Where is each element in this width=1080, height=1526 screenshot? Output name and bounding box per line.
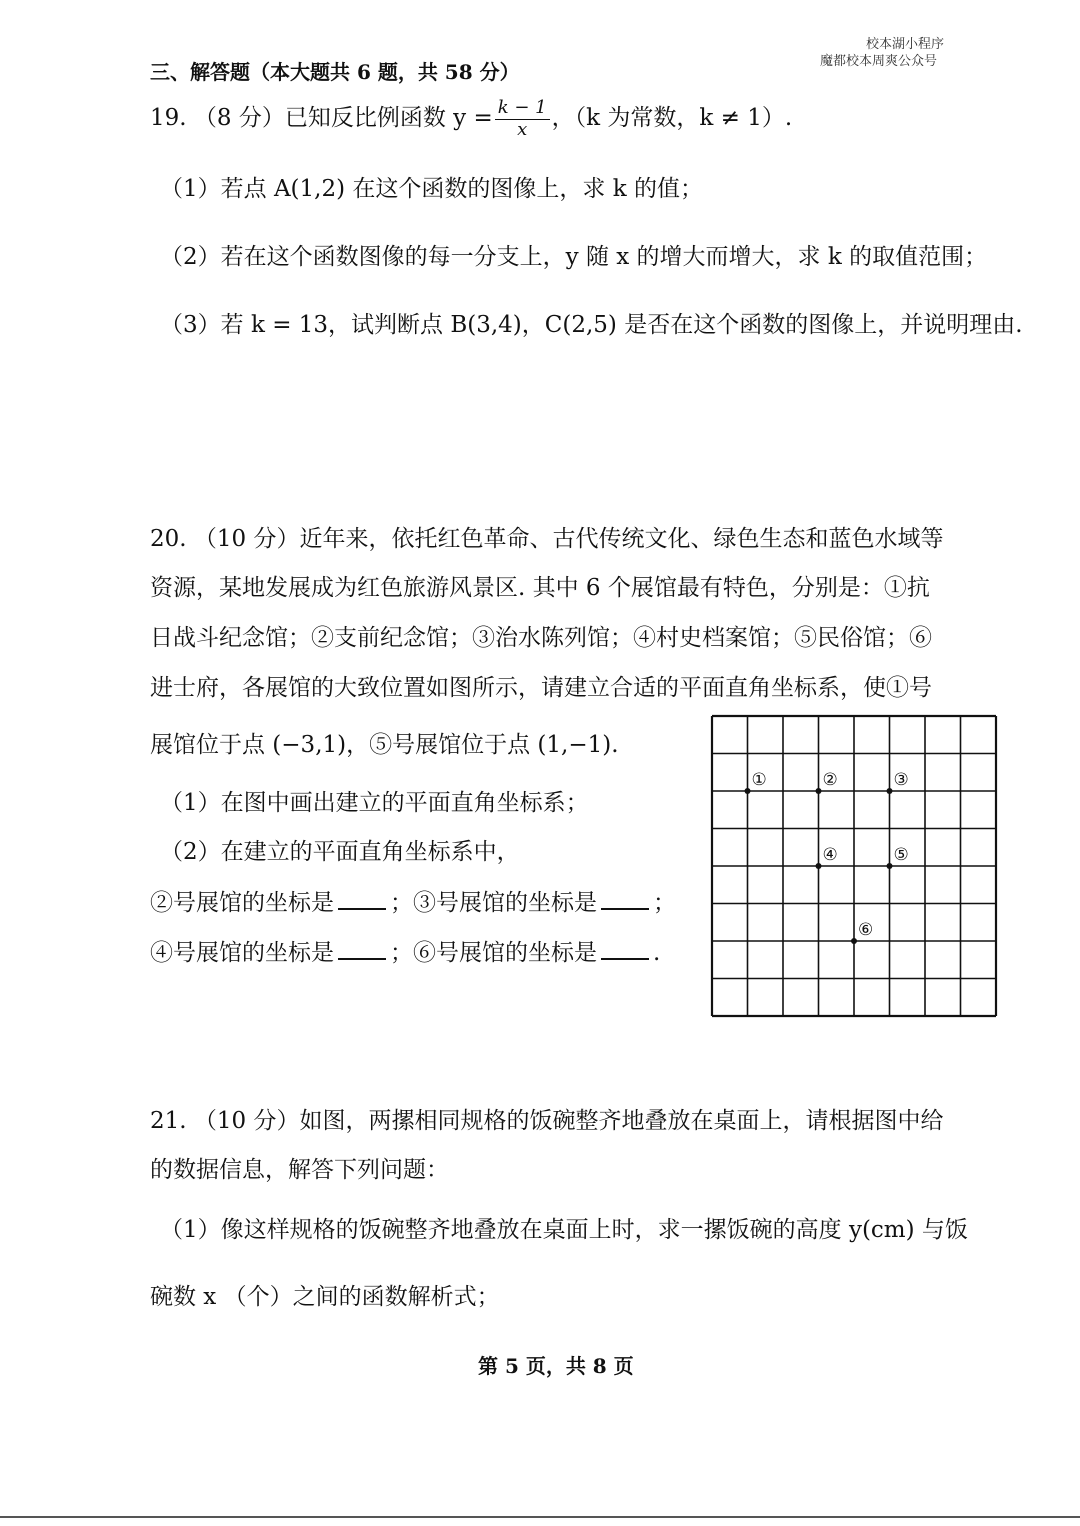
q19-stem — [150, 96, 792, 146]
q19-part-3: （3）若 k = 13，试判断点 B(3,4)，C(2,5) 是否在这个函数的图像上，并说明理由. — [160, 312, 1023, 338]
q21-part-1: （1）像这样规格的饭碗整齐地叠放在桌面上时，求一摞饭碗的高度 y(cm) 与饭 — [160, 1217, 968, 1243]
q20-answer-4-label: ④号展馆的坐标是 — [150, 940, 334, 966]
bottom-rule — [0, 1516, 1080, 1518]
q20-part-2: （2）在建立的平面直角坐标系中， — [160, 839, 520, 865]
q20-answer-3-label: ；③号展馆的坐标是 — [390, 890, 597, 916]
q20-line-3: 日战斗纪念馆；②支前纪念馆；③治水陈列馆；④村史档案馆；⑤民俗馆；⑥ — [150, 625, 932, 651]
section-title: 三、解答题（本大题共 6 题，共 58 分） — [150, 60, 520, 84]
exhibition-label-4: ④ — [822, 845, 838, 865]
q20-line-2: 资源，某地发展成为红色旅游风景区. 其中 6 个展馆最有特色，分别是：①抗 — [150, 575, 930, 601]
exhibition-point-6 — [851, 938, 857, 944]
q21-part-1-cont: 碗数 x （个）之间的函数解析式； — [150, 1284, 500, 1310]
q20-answer-4-blank[interactable] — [338, 938, 386, 960]
watermark-line-2: 魔都校本周爽公众号 — [820, 54, 938, 69]
grid-markers — [745, 770, 909, 944]
exhibition-label-1: ① — [751, 770, 767, 790]
exhibition-label-2: ② — [822, 770, 838, 790]
q20-answer-row-2 — [150, 934, 660, 967]
q21-line-1: 21. （10 分）如图，两摞相同规格的饭碗整齐地叠放在桌面上，请根据图中给 — [150, 1108, 944, 1134]
q20-line-4: 进士府，各展馆的大致位置如图所示，请建立合适的平面直角坐标系，使①号 — [150, 675, 932, 701]
q19-part-2: （2）若在这个函数图像的每一分支上，y 随 x 的增大而增大，求 k 的取值范围； — [160, 244, 988, 270]
q20-line-5: 展馆位于点 (−3,1)，⑤号展馆位于点 (1,−1). — [150, 732, 619, 758]
q21-line-2: 的数据信息，解答下列问题： — [150, 1157, 449, 1183]
page-footer: 第 5 页，共 8 页 — [478, 1354, 634, 1378]
q20-answer-2-blank[interactable] — [338, 888, 386, 910]
exhibition-point-3 — [887, 788, 893, 794]
q20-line-1: 20. （10 分）近年来，依托红色革命、古代传统文化、绿色生态和蓝色水域等 — [150, 526, 944, 552]
q20-part-1: （1）在图中画出建立的平面直角坐标系； — [160, 790, 589, 816]
q20-answer-3-blank[interactable] — [601, 888, 649, 910]
q20-answer-2-label: ②号展馆的坐标是 — [150, 890, 334, 916]
grid-lines — [712, 716, 996, 1016]
exhibition-point-4 — [816, 863, 822, 869]
exhibition-label-5: ⑤ — [893, 845, 909, 865]
watermark-line-1: 校本湖小程序 — [866, 37, 945, 52]
exhibition-label-6: ⑥ — [858, 920, 874, 940]
exhibition-grid-figure[interactable] — [704, 708, 1004, 1020]
exhibition-point-1 — [745, 788, 751, 794]
q20-row-1-end: ； — [653, 890, 676, 916]
q20-answer-6-blank[interactable] — [601, 938, 649, 960]
q19-fraction-denominator: x — [517, 118, 528, 140]
q19-stem-post: ，（k 为常数，k ≠ 1）. — [551, 105, 793, 131]
q19-fraction — [495, 98, 550, 140]
q19-stem-pre: 19. （8 分）已知反比例函数 y = — [150, 105, 493, 131]
q20-answer-row-1 — [150, 884, 676, 917]
q20-answer-6-label: ；⑥号展馆的坐标是 — [390, 940, 597, 966]
exhibition-point-2 — [816, 788, 822, 794]
q19-part-1: （1）若点 A(1,2) 在这个函数的图像上，求 k 的值； — [160, 176, 703, 202]
q19-fraction-numerator: k − 1 — [495, 98, 550, 120]
exhibition-point-5 — [887, 863, 893, 869]
exhibition-label-3: ③ — [893, 770, 909, 790]
q20-row-2-end: . — [653, 940, 661, 966]
